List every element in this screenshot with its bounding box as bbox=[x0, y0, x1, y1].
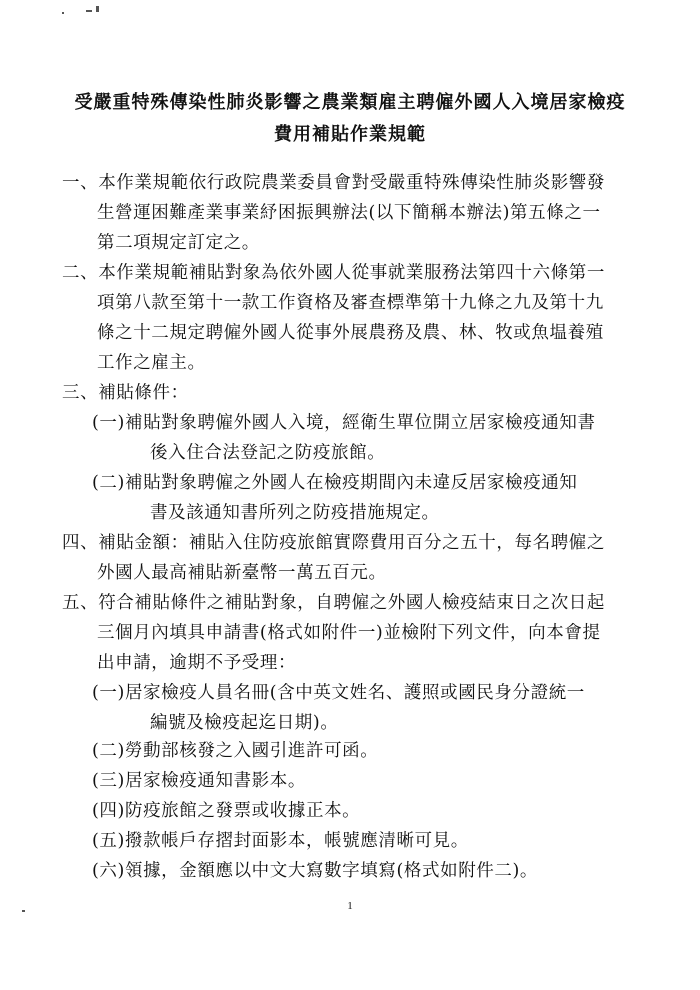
section-2-line-3: 條之十二規定聘僱外國人從事外展農務及農、林、牧或魚塭養殖 bbox=[97, 323, 604, 343]
section-2-line-1: 二、本作業規範補貼對象為依外國人從事就業服務法第四十六條第一 bbox=[62, 263, 606, 283]
section-4-line-1: 四、補貼金額：補貼入住防疫旅館實際費用百分之五十，每名聘僱之 bbox=[62, 533, 606, 553]
section-5-item-1-line-1: (一)居家檢疫人員名冊(含中英文姓名、護照或國民身分證統一 bbox=[92, 683, 585, 703]
section-5-item-2: (二)勞動部核發之入國引進許可函。 bbox=[92, 741, 379, 761]
section-number: 三、 bbox=[62, 383, 99, 403]
section-5-item-1-line-2: 編號及檢疫起迄日期)。 bbox=[150, 713, 339, 733]
item-number: (四) bbox=[92, 801, 125, 821]
section-3-item-2-line-1: (二)補貼對象聘僱之外國人在檢疫期間內未違反居家檢疫通知 bbox=[92, 473, 578, 493]
item-text: 領據，金額應以中文大寫數字填寫(格式如附件二)。 bbox=[124, 861, 539, 881]
section-4-line-2: 外國人最高補貼新臺幣一萬五百元。 bbox=[97, 563, 387, 583]
section-5-line-3: 出申請，逾期不予受理： bbox=[97, 653, 297, 673]
section-number: 一、 bbox=[62, 173, 99, 193]
section-5-item-5 bbox=[92, 830, 469, 852]
page-number: 1 bbox=[347, 900, 353, 912]
scan-speck bbox=[62, 12, 64, 14]
section-2-line-4: 工作之雇主。 bbox=[97, 353, 206, 373]
document-title-line-2: 費用補貼作業規範 bbox=[274, 124, 426, 145]
section-number: 五、 bbox=[62, 593, 99, 613]
section-1-line-3: 第二項規定訂定之。 bbox=[97, 233, 260, 253]
item-number: (二) bbox=[92, 741, 125, 761]
item-number: (一) bbox=[92, 413, 125, 433]
section-number: 二、 bbox=[62, 263, 99, 283]
item-number: (一) bbox=[92, 683, 125, 703]
item-number: (六) bbox=[92, 861, 125, 881]
item-text: 撥款帳戶存摺封面影本，帳號應清晰可見。 bbox=[124, 831, 469, 851]
section-3-line-1: 三、補貼條件： bbox=[62, 383, 189, 403]
section-1-line-1: 一、本作業規範依行政院農業委員會對受嚴重特殊傳染性肺炎影響發 bbox=[62, 173, 606, 193]
section-5-item-4: (四)防疫旅館之發票或收據正本。 bbox=[92, 801, 361, 821]
document-title-line-1: 受嚴重特殊傳染性肺炎影響之農業類雇主聘僱外國人入境居家檢疫 bbox=[74, 92, 626, 113]
scan-speck bbox=[96, 6, 99, 12]
section-3-item-1-line-1: (一)補貼對象聘僱外國人入境，經衛生單位開立居家檢疫通知書 bbox=[92, 413, 596, 433]
section-number: 四、 bbox=[62, 533, 99, 553]
section-1-line-2: 生營運困難產業事業紓困振興辦法(以下簡稱本辦法)第五條之一 bbox=[97, 203, 601, 223]
item-number: (三) bbox=[92, 771, 125, 791]
scan-speck bbox=[86, 10, 92, 12]
section-3-item-1-line-2: 後入住合法登記之防疫旅館。 bbox=[150, 443, 386, 463]
section-3-item-2-line-2: 書及該通知書所列之防疫措施規定。 bbox=[150, 503, 440, 523]
section-5-line-2: 三個月內填具申請書(格式如附件一)並檢附下列文件，向本會提 bbox=[97, 623, 601, 643]
section-5-item-6 bbox=[92, 860, 538, 882]
item-number: (五) bbox=[92, 831, 125, 851]
section-5-line-1: 五、符合補貼條件之補貼對象，自聘僱之外國人檢疫結束日之次日起 bbox=[62, 593, 606, 613]
section-2-line-2: 項第八款至第十一款工作資格及審查標準第十九條之九及第十九 bbox=[97, 293, 604, 313]
item-number: (二) bbox=[92, 473, 125, 493]
section-5-item-3: (三)居家檢疫通知書影本。 bbox=[92, 771, 306, 791]
